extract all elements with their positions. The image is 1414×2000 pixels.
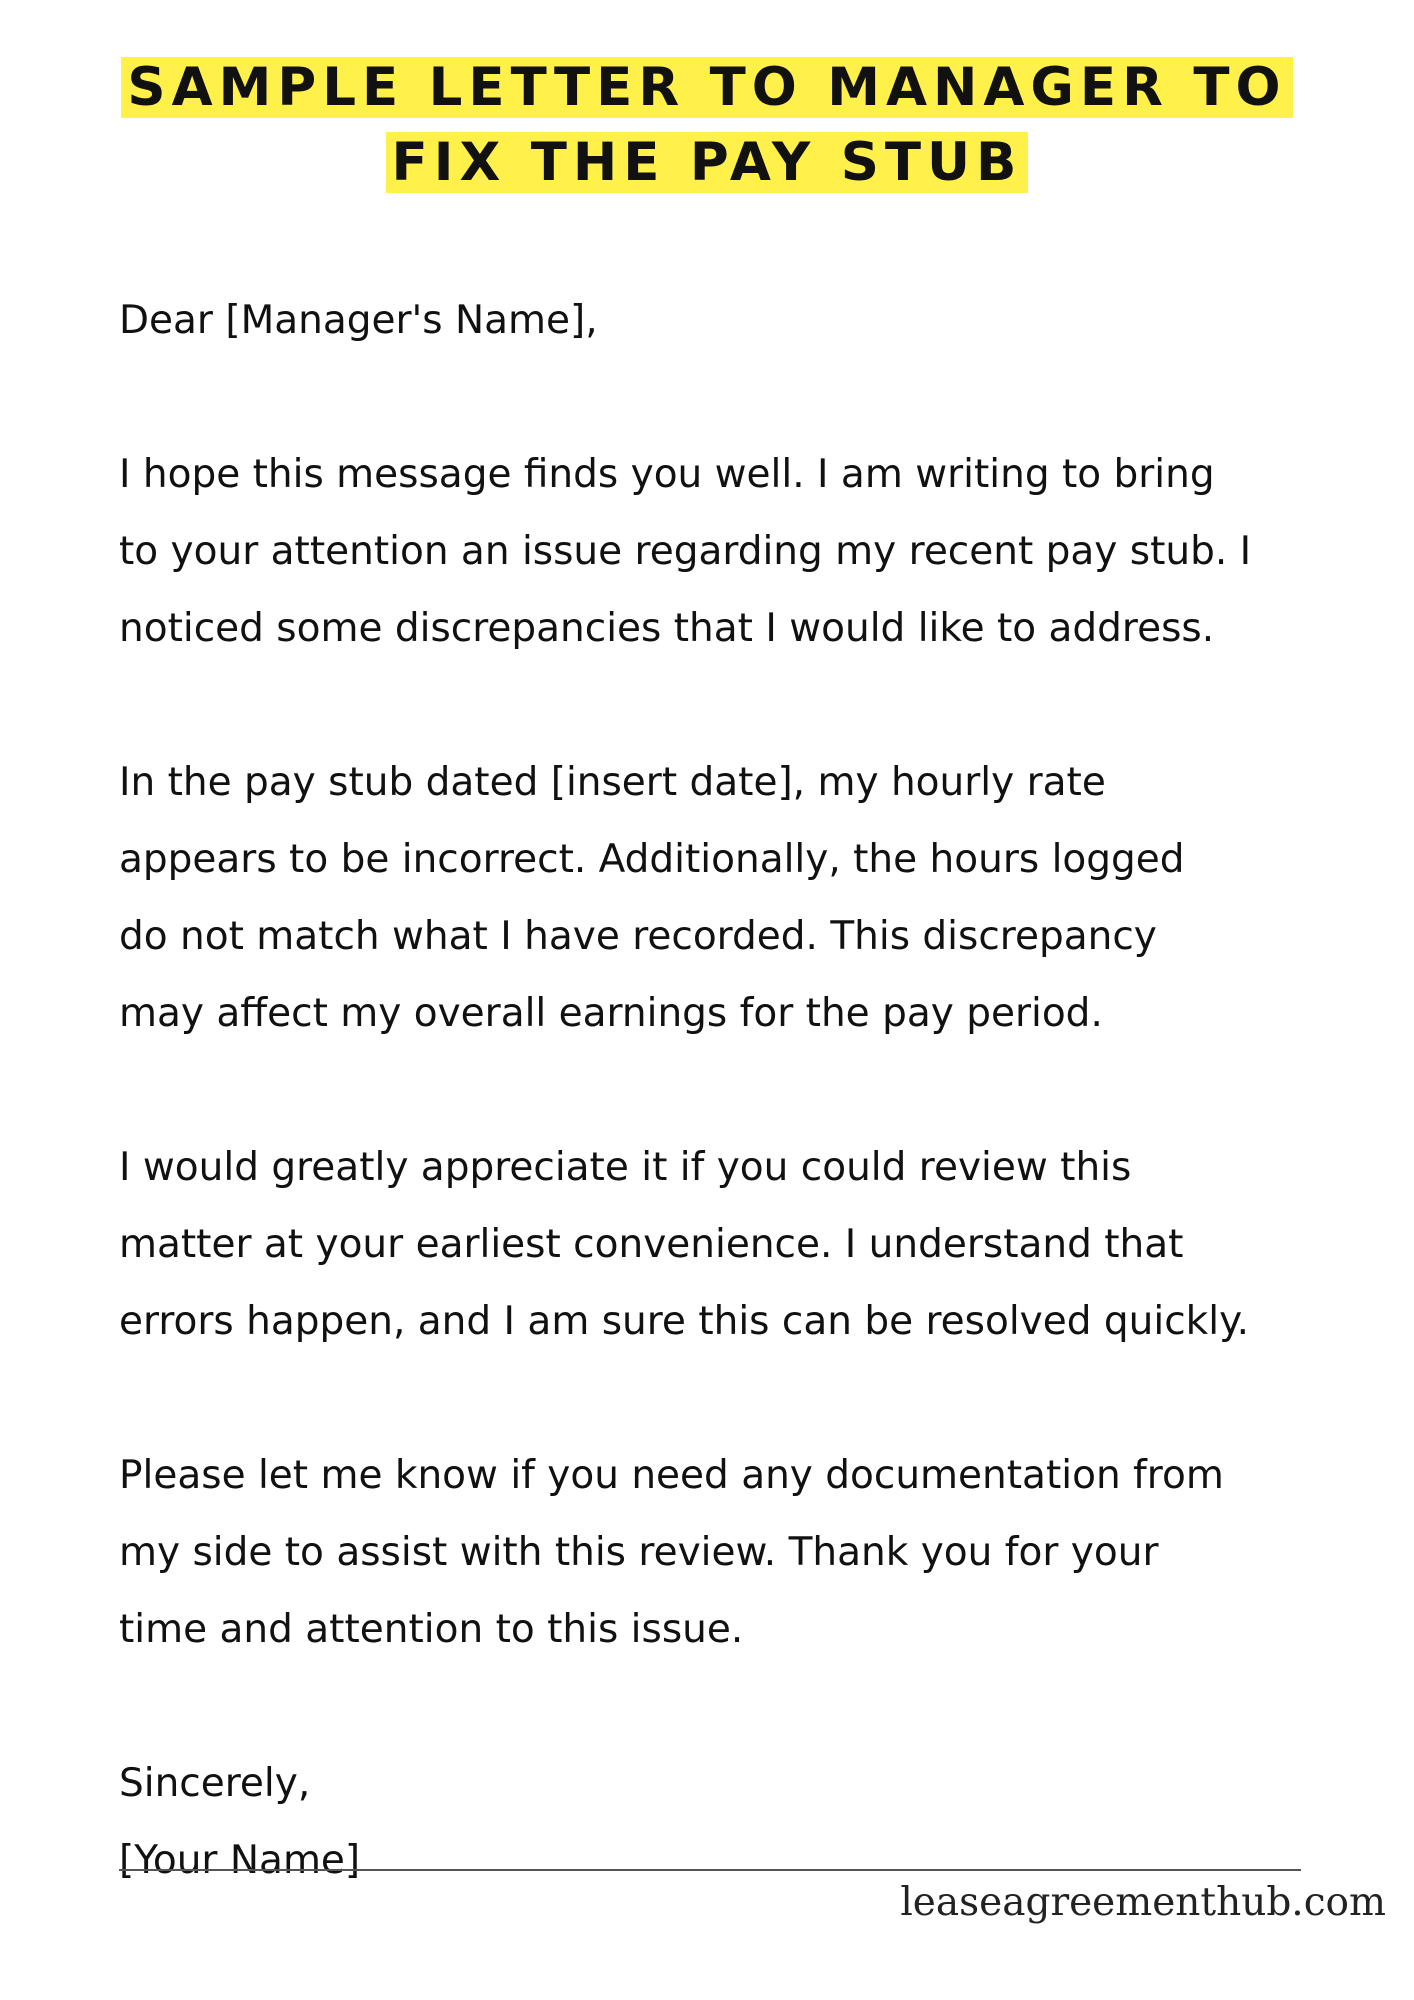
title-line-1: SAMPLE LETTER TO MANAGER TO (121, 57, 1292, 118)
paragraph-spacer (119, 359, 1359, 436)
text-line: Please let me know if you need any documentation from (119, 1453, 1224, 1498)
paragraph-intro (119, 436, 1359, 667)
paragraph-spacer (119, 667, 1359, 744)
document-title (0, 50, 1414, 200)
title-line-2: FIX THE PAY STUB (386, 132, 1029, 193)
brand-watermark: leaseagreementhub.com (900, 1880, 1386, 1925)
letter-body (119, 282, 1359, 1899)
text-line: I hope this message finds you well. I am writing to bring (119, 452, 1215, 497)
signature-line (119, 1869, 1301, 1871)
text-line: matter at your earliest convenience. I understand that (119, 1222, 1184, 1267)
text-line: may affect my overall earnings for the pay period. (119, 991, 1103, 1036)
paragraph-spacer (119, 1668, 1359, 1745)
salutation: Dear [Manager's Name], (119, 298, 598, 343)
paragraph-spacer (119, 1052, 1359, 1129)
paragraph-closing (119, 1437, 1359, 1668)
paragraph-request (119, 1129, 1359, 1360)
text-line: errors happen, and I am sure this can be resolved quickly. (119, 1299, 1249, 1344)
closing: Sincerely, (119, 1761, 311, 1806)
text-line: I would greatly appreciate it if you could review this (119, 1145, 1132, 1190)
paragraph-spacer (119, 1360, 1359, 1437)
text-line: to your attention an issue regarding my recent pay stub. I (119, 529, 1252, 574)
text-line: do not match what I have recorded. This discrepancy (119, 914, 1157, 959)
paragraph-details (119, 744, 1359, 1052)
text-line: appears to be incorrect. Additionally, the hours logged (119, 837, 1185, 882)
text-line: my side to assist with this review. Thank you for your (119, 1530, 1159, 1575)
signature-name: [Your Name] (119, 1838, 361, 1883)
text-line: time and attention to this issue. (119, 1607, 744, 1652)
text-line: In the pay stub dated [insert date], my hourly rate (119, 760, 1106, 805)
text-line: noticed some discrepancies that I would like to address. (119, 606, 1215, 651)
